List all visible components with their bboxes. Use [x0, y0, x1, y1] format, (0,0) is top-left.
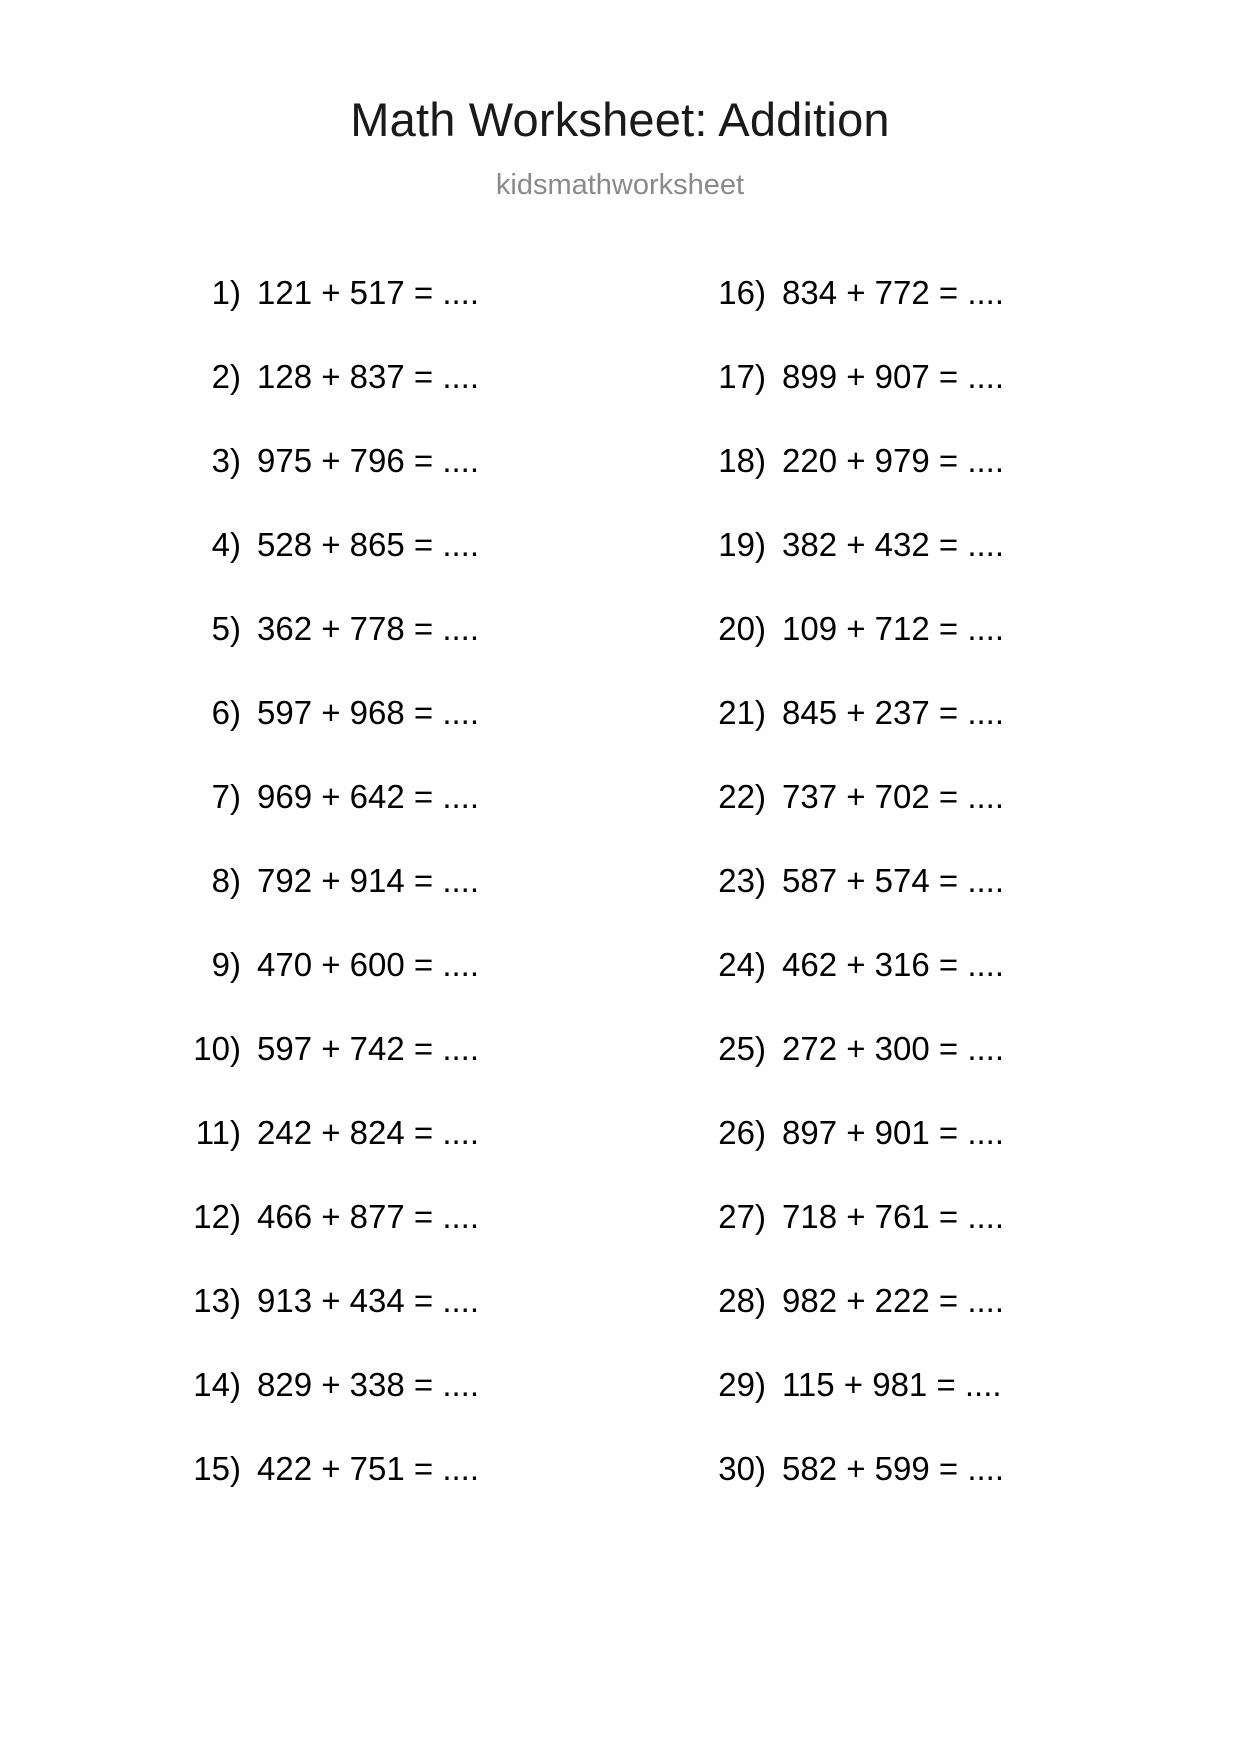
problem-number: 16)	[718, 274, 766, 311]
problem-item	[185, 526, 605, 610]
problem-item	[185, 1450, 605, 1534]
problem-number: 3)	[211, 442, 241, 479]
problem-expression: 913 + 434 = ....	[257, 1282, 480, 1319]
problem-item	[185, 862, 605, 946]
problem-item	[710, 946, 1130, 1030]
problem-number: 11)	[195, 1114, 241, 1151]
problem-expression: 829 + 338 = ....	[257, 1366, 480, 1403]
problem-item	[185, 1030, 605, 1114]
problem-item	[185, 1366, 605, 1450]
problem-item	[710, 442, 1130, 526]
problem-column-left	[110, 274, 605, 1534]
problem-expression: 597 + 968 = ....	[257, 694, 480, 731]
problem-grid	[0, 274, 1240, 1534]
problem-item	[185, 358, 605, 442]
page-subtitle: kidsmathworksheet	[495, 169, 745, 201]
problem-expression: 528 + 865 = ....	[257, 526, 480, 563]
problem-expression: 382 + 432 = ....	[782, 526, 1005, 563]
problem-number: 29)	[718, 1366, 766, 1403]
problem-number: 7)	[211, 778, 241, 815]
problem-number: 30)	[718, 1450, 766, 1487]
problem-item	[710, 274, 1130, 358]
problem-item	[185, 778, 605, 862]
problem-item	[185, 694, 605, 778]
problem-expression: 220 + 979 = ....	[782, 442, 1005, 479]
problem-number: 21)	[718, 694, 766, 731]
problem-number: 6)	[211, 694, 241, 731]
problem-item	[710, 1198, 1130, 1282]
problem-item	[185, 1114, 605, 1198]
problem-number: 12)	[193, 1198, 241, 1235]
problem-item	[710, 610, 1130, 694]
problem-number: 24)	[718, 946, 766, 983]
problem-item	[185, 274, 605, 358]
problem-expression: 115 + 981 = ....	[782, 1366, 1002, 1403]
problem-expression: 109 + 712 = ....	[782, 610, 1005, 647]
problem-number: 22)	[718, 778, 766, 815]
problem-expression: 845 + 237 = ....	[782, 694, 1005, 731]
problem-expression: 582 + 599 = ....	[782, 1450, 1005, 1487]
problem-expression: 792 + 914 = ....	[257, 862, 480, 899]
problem-number: 13)	[193, 1282, 241, 1319]
problem-number: 18)	[718, 442, 766, 479]
problem-number: 9)	[211, 946, 241, 983]
problem-expression: 462 + 316 = ....	[782, 946, 1005, 983]
problem-expression: 834 + 772 = ....	[782, 274, 1005, 311]
problem-item	[710, 1282, 1130, 1366]
problem-number: 14)	[193, 1366, 241, 1403]
problem-number: 25)	[718, 1030, 766, 1067]
problem-number: 23)	[718, 862, 766, 899]
problem-number: 20)	[718, 610, 766, 647]
problem-number: 10)	[193, 1030, 241, 1067]
problem-expression: 718 + 761 = ....	[782, 1198, 1005, 1235]
problem-number: 19)	[718, 526, 766, 563]
problem-expression: 899 + 907 = ....	[782, 358, 1005, 395]
problem-number: 5)	[211, 610, 241, 647]
problem-number: 27)	[718, 1198, 766, 1235]
problem-item	[710, 526, 1130, 610]
problem-item	[710, 1366, 1130, 1450]
problem-number: 15)	[193, 1450, 241, 1487]
problem-expression: 975 + 796 = ....	[257, 442, 480, 479]
problem-expression: 242 + 824 = ....	[257, 1114, 480, 1151]
problem-number: 17)	[718, 358, 766, 395]
problem-expression: 470 + 600 = ....	[257, 946, 480, 983]
problem-number: 28)	[718, 1282, 766, 1319]
problem-number: 26)	[718, 1114, 766, 1151]
problem-expression: 466 + 877 = ....	[257, 1198, 480, 1235]
problem-expression: 272 + 300 = ....	[782, 1030, 1005, 1067]
problem-item	[710, 862, 1130, 946]
problem-item	[710, 1030, 1130, 1114]
problem-expression: 422 + 751 = ....	[257, 1450, 480, 1487]
problem-expression: 597 + 742 = ....	[257, 1030, 480, 1067]
problem-item	[710, 1450, 1130, 1534]
problem-item	[185, 1282, 605, 1366]
problem-item	[185, 610, 605, 694]
problem-expression: 737 + 702 = ....	[782, 778, 1005, 815]
problem-item	[710, 694, 1130, 778]
problem-item	[710, 778, 1130, 862]
problem-number: 1)	[211, 274, 241, 311]
problem-expression: 362 + 778 = ....	[257, 610, 480, 647]
problem-item	[185, 946, 605, 1030]
problem-expression: 897 + 901 = ....	[782, 1114, 1005, 1151]
problem-column-right	[605, 274, 1130, 1534]
problem-expression: 121 + 517 = ....	[257, 274, 480, 311]
problem-expression: 128 + 837 = ....	[257, 358, 480, 395]
problem-item	[185, 1198, 605, 1282]
problem-item	[710, 1114, 1130, 1198]
problem-number: 4)	[211, 526, 241, 563]
problem-expression: 587 + 574 = ....	[782, 862, 1005, 899]
problem-number: 2)	[211, 358, 241, 395]
problem-item	[185, 442, 605, 526]
problem-number: 8)	[211, 862, 241, 899]
problem-expression: 969 + 642 = ....	[257, 778, 480, 815]
problem-expression: 982 + 222 = ....	[782, 1282, 1005, 1319]
page-title: Math Worksheet: Addition	[350, 93, 890, 146]
problem-item	[710, 358, 1130, 442]
